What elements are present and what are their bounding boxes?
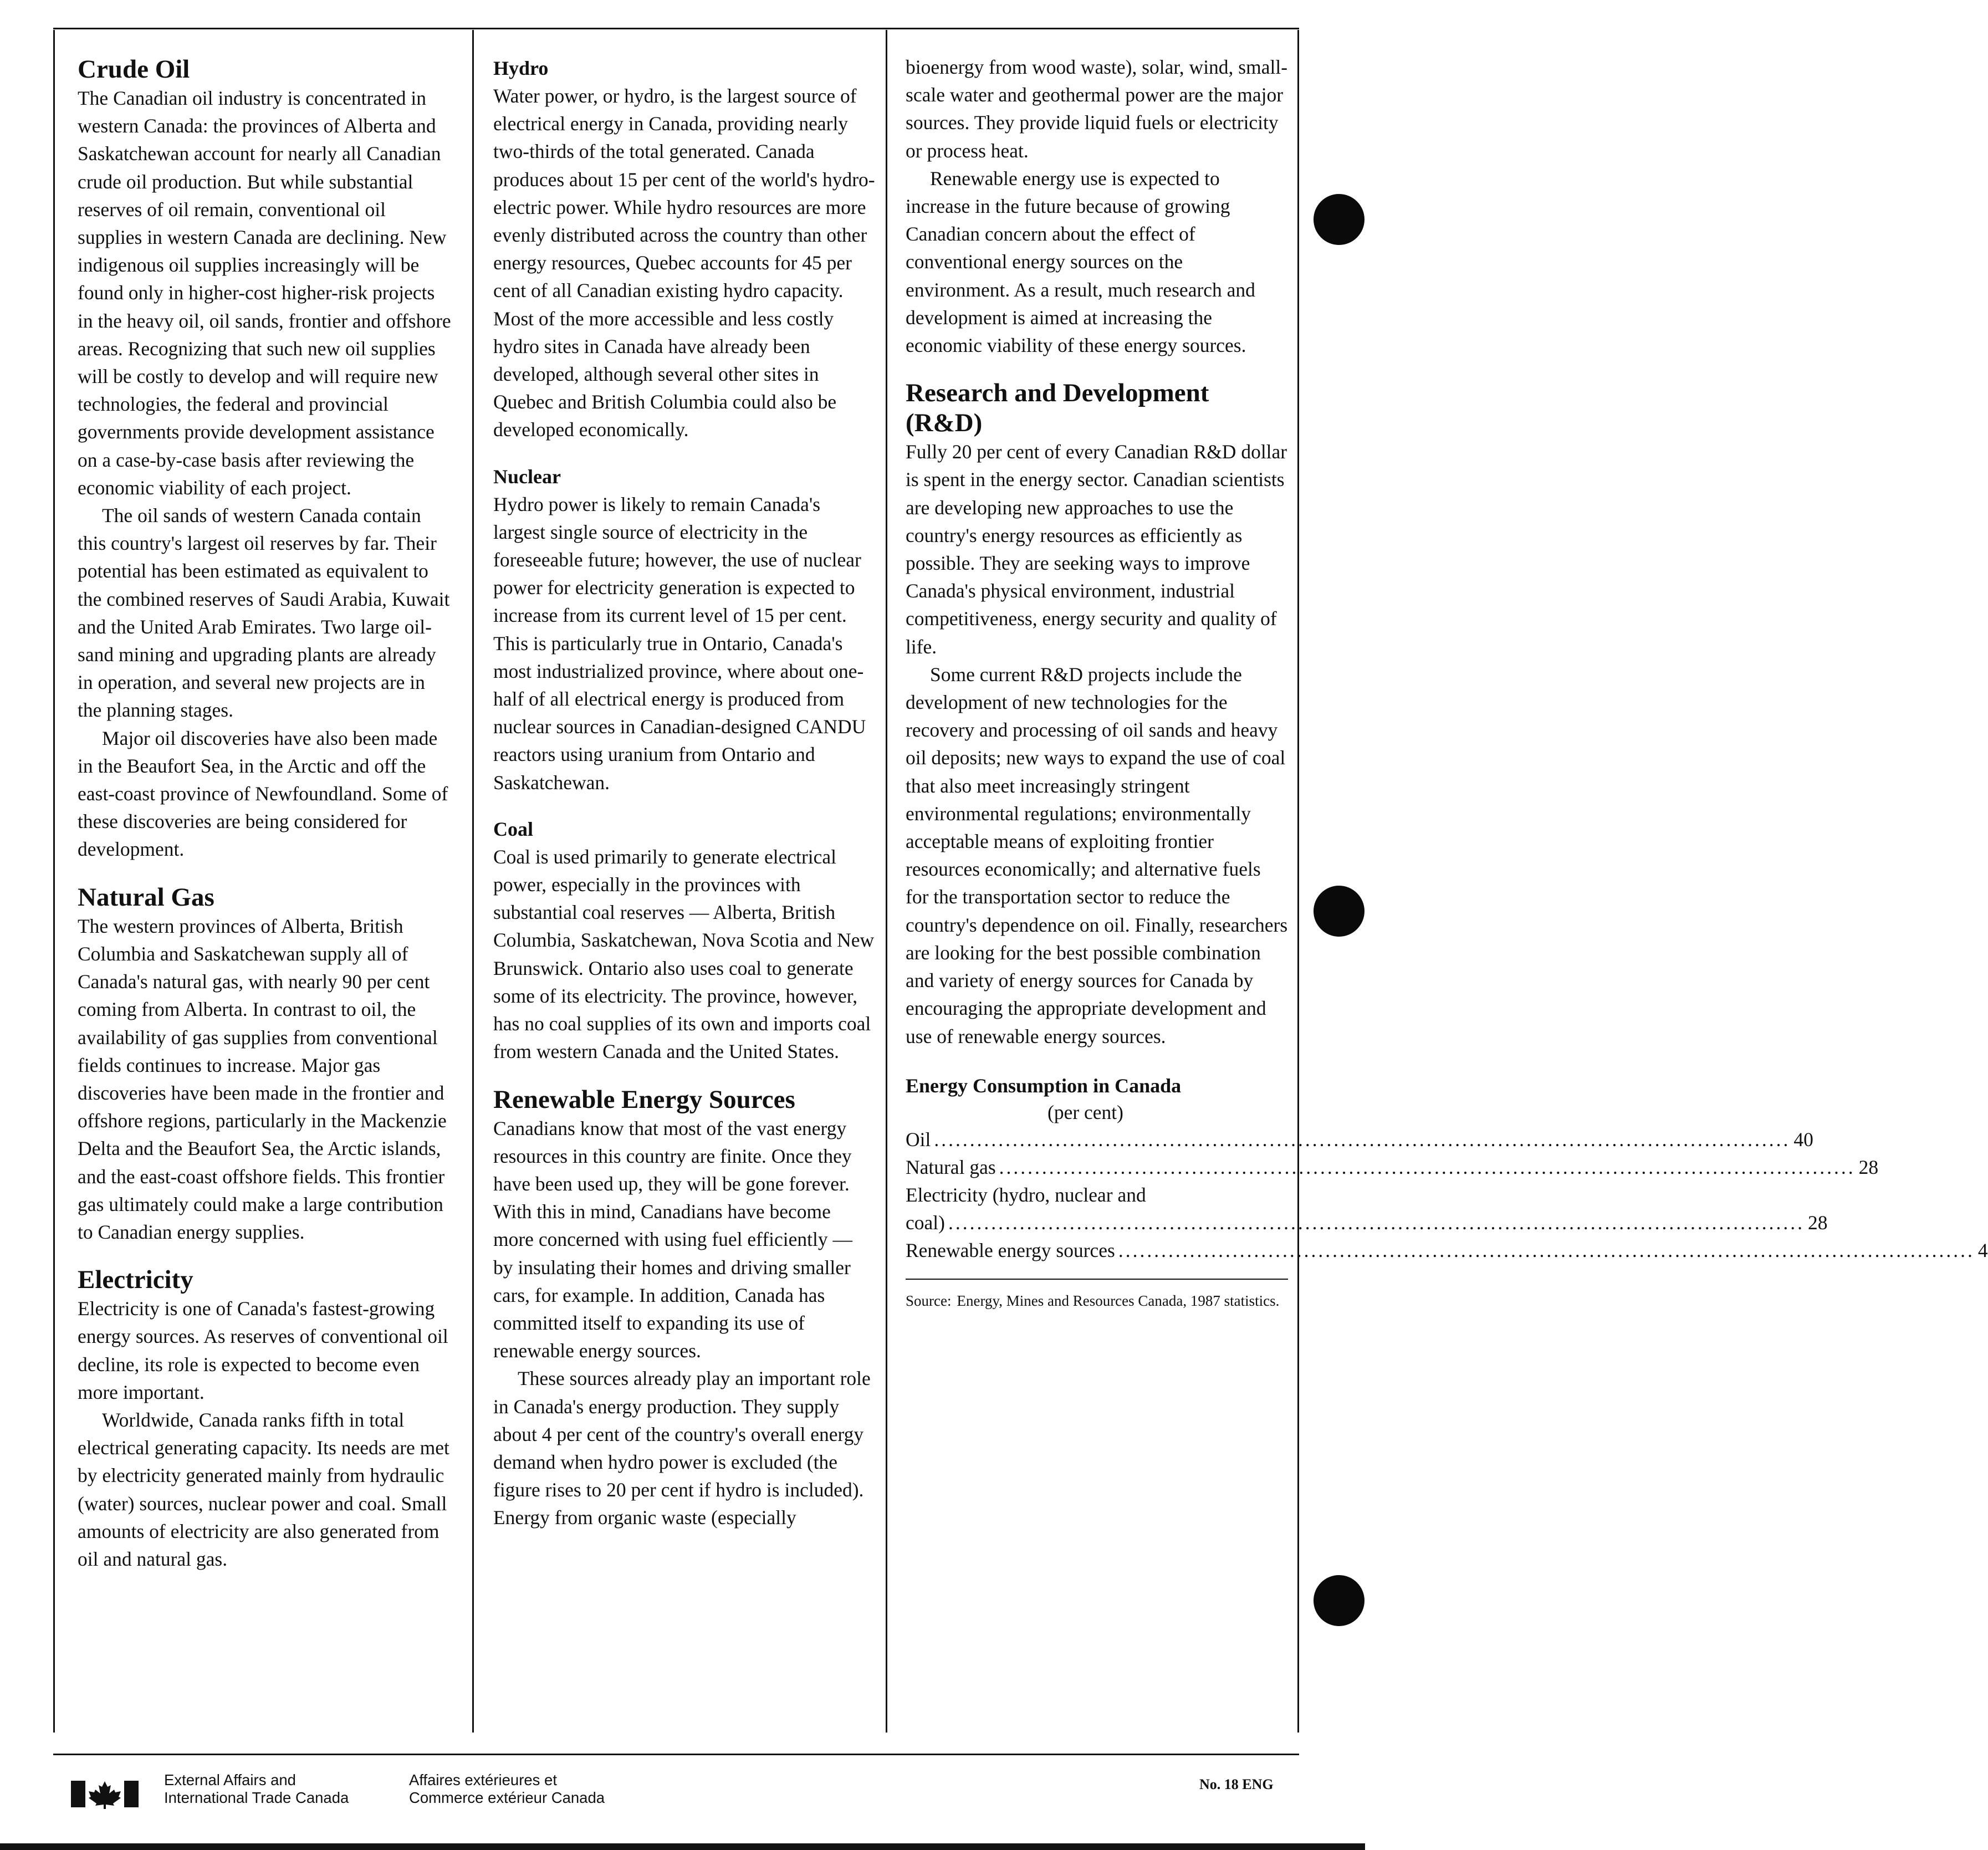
table-row-label: Electricity (hydro, nuclear and — [906, 1183, 1146, 1206]
table-row-value: 4 — [1977, 1239, 1988, 1261]
paragraph: Renewable energy use is expected to increase in the future because of growing Canadian concern about the effect of conventional energy sources on the environment. As a result, much research and development is aimed at increasing the economic viability of these energy sources. — [906, 167, 1255, 357]
heading-electricity: Electricity — [78, 1265, 193, 1295]
source-label: Source: — [906, 1292, 952, 1309]
table-units: (per cent) — [1047, 1101, 1123, 1123]
paragraph: These sources already play an important role in Canada's energy production. They supply about 4 per cent of the country's overall energy demand when hydro power is excluded (the figure rises to 20 per cent if hydro is included). Energy from organic waste (especially — [493, 1367, 871, 1529]
table-title: Energy Consumption in Canada — [906, 1074, 1182, 1097]
table-row — [906, 1236, 1988, 1264]
heading-renewable-energy-sources: Renewable Energy Sources — [493, 1085, 795, 1114]
column-divider-1 — [472, 30, 474, 1733]
heading-crude-oil: Crude Oil — [78, 55, 190, 84]
column-divider-left — [53, 30, 55, 1733]
paragraph: Canadians know that most of the vast energy resources in this country are finite. Once they have been used up, they will be gone forever. With this in mind, Canadians have become more concerned with using fuel efficiently — by insulating their homes and driving smaller cars, for example. In addition, Canada has committed itself to expanding its use of renewable energy sources. — [493, 1117, 852, 1362]
column-divider-2 — [886, 30, 887, 1733]
table-divider — [906, 1279, 1288, 1280]
heading-research-and-development: Research and Development (R&D) — [906, 379, 1209, 438]
punch-hole — [1314, 886, 1364, 937]
paragraph: The western provinces of Alberta, British Columbia and Saskatchewan supply all of Canada's natural gas, with nearly 90 per cent coming from Alberta. In contrast to oil, the availability of gas supplies from conventional fields continues to increase. Major gas discoveries have been made in the frontier and offshore regions, particularly in the Mackenzie Delta and the Beaufort Sea, the Arctic islands, and the east-coast offshore fields. This frontier gas ultimately could make a large contribution to Canadian energy supplies. — [78, 914, 447, 1243]
paragraph: Fully 20 per cent of every Canadian R&D dollar is spent in the energy sector. Canadian scientists are developing new approaches to use the country's energy resources as efficiently as possible. They are seeking ways to improve Canada's physical environment, industrial competitiveness, energy security and quality of life. — [906, 441, 1287, 658]
source-text: Energy, Mines and Resources Canada, 1987 statistics. — [957, 1292, 1280, 1309]
table-rows — [906, 1126, 1988, 1264]
top-rule — [53, 28, 1299, 29]
column-3 — [906, 53, 1988, 1311]
heading-hydro: Hydro — [493, 57, 549, 79]
table-row-value: 28 — [1807, 1211, 1828, 1234]
table-row-label: coal) — [906, 1211, 945, 1234]
paragraph: Water power, or hydro, is the largest source of electrical energy in Canada, providing nearly two-thirds of the total generated. Canada produces about 15 per cent of the world's hydro-electric power. While hydro resources are more evenly distributed across the country than other energy resources, Quebec accounts for 45 per cent of all Canadian existing hydro capacity. Most of the more accessible and less costly hydro sites in Canada have already been developed, although several other sites in Quebec and British Columbia could also be developed economically. — [493, 85, 875, 441]
dot-leader: ........................................................................................................................ — [999, 1156, 1856, 1178]
heading-natural-gas: Natural Gas — [78, 882, 214, 912]
table-row-value: 28 — [1858, 1156, 1879, 1178]
footer-french-dept — [409, 1771, 605, 1807]
table-row — [906, 1153, 1879, 1181]
table-row-label: Natural gas — [906, 1156, 996, 1178]
paragraph: Some current R&D projects include the development of new technologies for the recovery and processing of oil sands and heavy oil deposits; new ways to expand the use of coal that also meet increasingly stringent environmental regulations; environmentally acceptable means of exploiting frontier resources economically; and alternative fuels for the transportation sector to reduce the country's dependence on oil. Finally, researchers are looking for the best possible combination and variety of energy sources for Canada by encouraging the appropriate development and use of renewable energy sources. — [906, 663, 1288, 1047]
table-row-label: Oil — [906, 1128, 931, 1151]
footer-line: Affaires extérieures et — [409, 1771, 557, 1788]
paragraph: Major oil discoveries have also been made in the Beaufort Sea, in the Arctic and off the east-coast province of Newfoundland. Some of these discoveries are being considered for development. — [78, 727, 448, 861]
footer-line: Commerce extérieur Canada — [409, 1789, 605, 1806]
paragraph: Coal is used primarily to generate electrical power, especially in the provinces with substantial coal reserves — Alberta, British Columbia, Saskatchewan, Nova Scotia and New Brunswick. Ontario also uses coal to generate some of its electricity. The province, however, has no coal supplies of its own and imports coal from western Canada and the United States. — [493, 845, 875, 1063]
energy-consumption-table — [906, 1072, 1988, 1311]
table-row — [906, 1126, 1813, 1153]
paragraph: The Canadian oil industry is concentrated in western Canada: the provinces of Alberta and Saskatchewan account for nearly all Canadian crude oil production. But while substantial reserves of oil remain, conventional oil supplies in western Canada are declining. New indigenous oil supplies increasingly will be found only in higher-cost higher-risk projects in the heavy oil, oil sands, frontier and offshore areas. Recognizing that such new oil supplies will be costly to develop and will require new technologies, the federal and provincial governments provide development assistance on a case-by-case basis after reviewing the economic viability of each project. — [78, 87, 451, 499]
dot-leader: ........................................................................................................................ — [948, 1211, 1805, 1234]
column-1 — [78, 54, 452, 1573]
paragraph: Hydro power is likely to remain Canada's largest single source of electricity in the foreseeable future; however, the use of nuclear power for electricity generation is expected to increase from its current level of 15 per cent. This is particularly true in Ontario, Canada's most industrialized province, where about one-half of all electrical energy is produced from nuclear sources in Canadian-designed CANDU reactors using uranium from Ontario and Saskatchewan. — [493, 493, 866, 794]
punch-hole — [1314, 1575, 1364, 1626]
table-row — [906, 1181, 1288, 1209]
footer-line: External Affairs and — [164, 1771, 296, 1788]
footer-line: International Trade Canada — [164, 1789, 349, 1806]
dot-leader: ........................................................................................................................ — [1118, 1239, 1975, 1261]
column-2 — [493, 54, 876, 1532]
table-source — [906, 1291, 1288, 1311]
punch-hole — [1314, 194, 1364, 245]
dot-leader: ........................................................................................................................ — [934, 1128, 1791, 1151]
scan-edge-bar — [0, 1843, 1365, 1850]
paragraph: Worldwide, Canada ranks fifth in total electrical generating capacity. Its needs are met by electricity generated mainly from hydraulic (water) sources, nuclear power and coal. Small amounts of electricity are also generated from oil and natural gas. — [78, 1408, 449, 1570]
footer-english-dept — [164, 1771, 349, 1807]
table-row — [906, 1209, 1828, 1236]
paragraph: bioenergy from wood waste), solar, wind, small-scale water and geothermal power are the major sources. They provide liquid fuels or electricity or process heat. — [906, 56, 1288, 162]
canada-flag-icon — [71, 1779, 139, 1809]
table-row-value: 40 — [1793, 1128, 1813, 1151]
heading-nuclear: Nuclear — [493, 465, 561, 488]
column-divider-right — [1297, 30, 1299, 1733]
paragraph: Electricity is one of Canada's fastest-growing energy sources. As reserves of conventional oil decline, its role is expected to become even more important. — [78, 1297, 448, 1403]
table-row-label: Renewable energy sources — [906, 1239, 1115, 1261]
bottom-rule — [53, 1754, 1299, 1755]
heading-coal: Coal — [493, 817, 533, 840]
document-number: No. 18 ENG — [1199, 1776, 1274, 1792]
paragraph: The oil sands of western Canada contain this country's largest oil reserves by far. Their potential has been estimated as equivalent to the combined reserves of Saudi Arabia, Kuwait and the United Arab Emirates. Two large oil-sand mining and upgrading plants are already in operation, and several new projects are in the planning stages. — [78, 504, 450, 722]
